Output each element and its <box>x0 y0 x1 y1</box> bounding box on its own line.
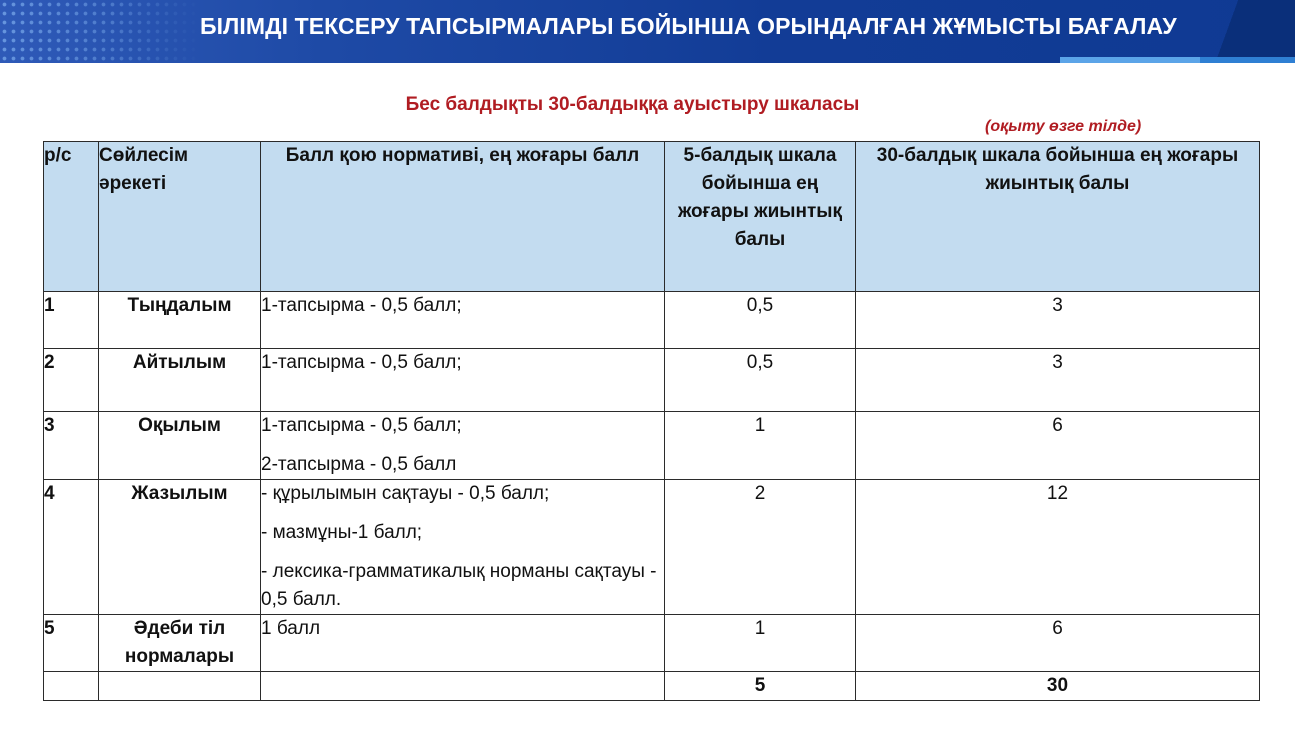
row-num: 1 <box>44 292 99 349</box>
header-num: р/с <box>44 142 99 292</box>
total-thirty-point: 30 <box>856 672 1260 701</box>
norm-line: - лексика-грамматикалық норманы сақтауы - 0,5 балл. <box>261 561 657 610</box>
row-activity: Әдеби тіл нормалары <box>99 615 261 672</box>
row-five-point: 1 <box>665 615 856 672</box>
row-thirty-point: 6 <box>856 412 1260 480</box>
row-norm <box>261 480 665 615</box>
table-row <box>44 292 1260 349</box>
row-norm <box>261 292 665 349</box>
row-num: 4 <box>44 480 99 615</box>
norm-line: 1-тапсырма - 0,5 балл; <box>261 415 462 436</box>
row-activity: Оқылым <box>99 412 261 480</box>
total-empty-cell <box>99 672 261 701</box>
row-num: 5 <box>44 615 99 672</box>
norm-line: 1 балл <box>261 618 321 639</box>
row-thirty-point: 3 <box>856 292 1260 349</box>
dot-pattern-decoration <box>0 0 200 63</box>
row-thirty-point: 3 <box>856 349 1260 412</box>
table-row <box>44 349 1260 412</box>
table-total-row <box>44 672 1260 701</box>
row-five-point: 0,5 <box>665 349 856 412</box>
row-five-point: 1 <box>665 412 856 480</box>
table-row <box>44 615 1260 672</box>
norm-line: 1-тапсырма - 0,5 балл; <box>261 295 462 316</box>
total-empty-cell <box>261 672 665 701</box>
row-activity: Тыңдалым <box>99 292 261 349</box>
score-conversion-table <box>43 141 1260 701</box>
table-note: (оқыту өзге тілде) <box>985 118 1142 135</box>
header-activity: Сөйлесім әрекеті <box>99 142 261 292</box>
row-five-point: 2 <box>665 480 856 615</box>
row-thirty-point: 6 <box>856 615 1260 672</box>
header-five-point: 5-балдық шкала бойынша ең жоғары жиынтық балы <box>665 142 856 292</box>
row-thirty-point: 12 <box>856 480 1260 615</box>
banner-stripe-decoration <box>1200 57 1295 63</box>
row-activity: Айтылым <box>99 349 261 412</box>
header-norm: Балл қою нормативі, ең жоғары балл <box>261 142 665 292</box>
row-num: 3 <box>44 412 99 480</box>
row-norm <box>261 412 665 480</box>
table-header-row <box>44 142 1260 292</box>
norm-line: - мазмұны-1 балл; <box>261 522 423 543</box>
row-activity: Жазылым <box>99 480 261 615</box>
total-empty-cell <box>44 672 99 701</box>
total-five-point: 5 <box>665 672 856 701</box>
norm-line: - құрылымын сақтауы - 0,5 балл; <box>261 483 550 504</box>
header-banner <box>0 0 1295 63</box>
norm-line: 1-тапсырма - 0,5 балл; <box>261 352 462 373</box>
row-norm <box>261 615 665 672</box>
row-num: 2 <box>44 349 99 412</box>
table-caption: Бес балдықты 30-балдыққа ауыстыру шкаласы <box>405 94 860 115</box>
page-title: БІЛІМДІ ТЕКСЕРУ ТАПСЫРМАЛАРЫ БОЙЫНША ОРЫНДАЛҒАН ЖҰМЫСТЫ БАҒАЛАУ <box>200 13 1177 39</box>
table-row <box>44 480 1260 615</box>
norm-line: 2-тапсырма - 0,5 балл <box>261 454 457 475</box>
table-row <box>44 412 1260 480</box>
banner-stripe-decoration <box>1060 57 1200 63</box>
row-five-point: 0,5 <box>665 292 856 349</box>
row-norm <box>261 349 665 412</box>
header-thirty-point: 30-балдық шкала бойынша ең жоғары жиынтық балы <box>856 142 1260 292</box>
